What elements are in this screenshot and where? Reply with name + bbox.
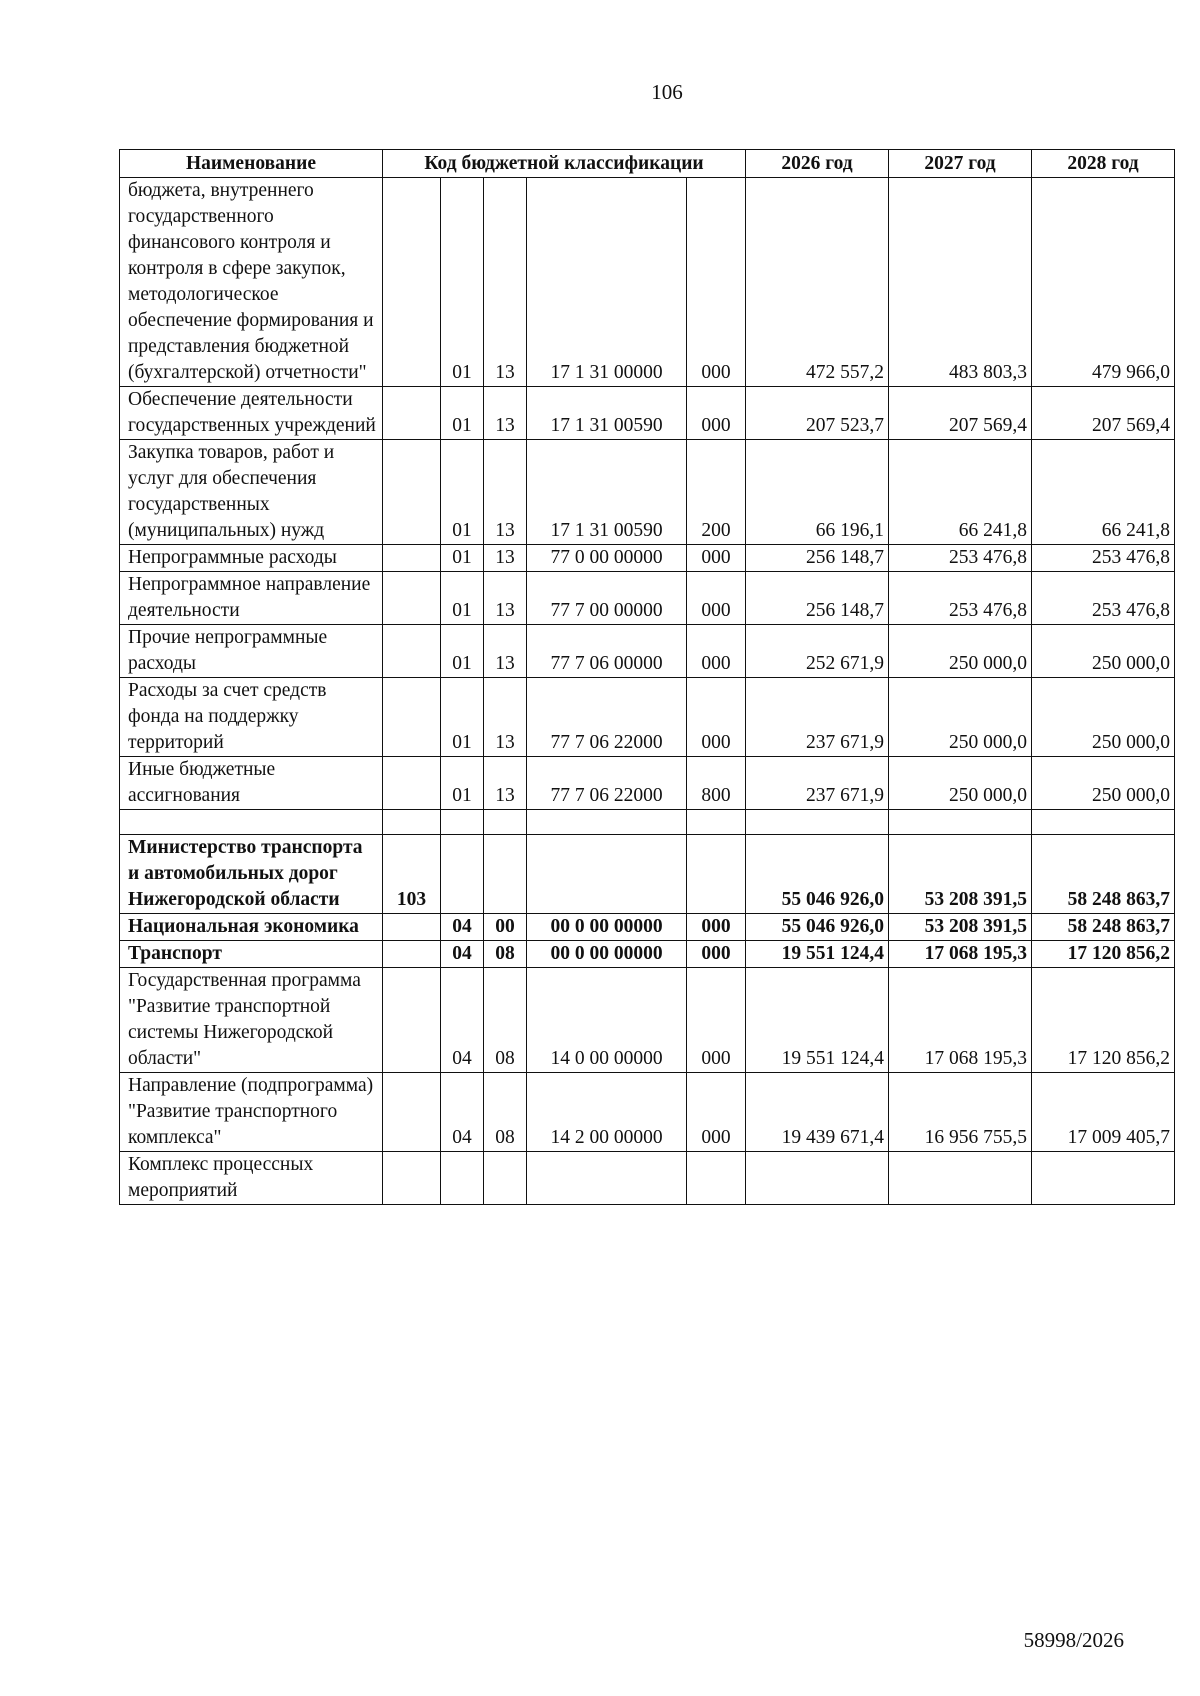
cell-2028: 17 120 856,2 <box>1032 968 1175 1073</box>
cell-2027: 253 476,8 <box>889 545 1032 572</box>
cell-subsection-code: 13 <box>484 387 527 440</box>
cell-2028: 253 476,8 <box>1032 572 1175 625</box>
cell-section-code <box>441 810 484 835</box>
cell-target-article <box>527 810 687 835</box>
cell-ministry-code <box>383 387 441 440</box>
cell-2026: 237 671,9 <box>746 757 889 810</box>
table-row <box>120 572 1175 625</box>
cell-ministry-code <box>383 625 441 678</box>
cell-name: Непрограммные расходы <box>120 545 383 572</box>
cell-section-code: 01 <box>441 757 484 810</box>
cell-subsection-code: 13 <box>484 440 527 545</box>
cell-2027: 17 068 195,3 <box>889 968 1032 1073</box>
cell-ministry-code <box>383 968 441 1073</box>
cell-name <box>120 810 383 835</box>
cell-ministry-code <box>383 914 441 941</box>
cell-target-article: 17 1 31 00590 <box>527 387 687 440</box>
cell-name: Обеспечение деятельности государственных учреждений <box>120 387 383 440</box>
cell-section-code: 01 <box>441 387 484 440</box>
cell-name: Прочие непрограммные расходы <box>120 625 383 678</box>
cell-target-article: 77 7 06 22000 <box>527 757 687 810</box>
cell-2027: 16 956 755,5 <box>889 1073 1032 1152</box>
cell-target-article: 17 1 31 00000 <box>527 178 687 387</box>
cell-name: Направление (подпрограмма) "Развитие транспортного комплекса" <box>120 1073 383 1152</box>
cell-2028: 66 241,8 <box>1032 440 1175 545</box>
cell-ministry-code <box>383 941 441 968</box>
cell-expense-type <box>687 1152 746 1205</box>
cell-2028: 250 000,0 <box>1032 625 1175 678</box>
cell-2028: 250 000,0 <box>1032 678 1175 757</box>
cell-2027: 250 000,0 <box>889 678 1032 757</box>
cell-subsection-code: 13 <box>484 572 527 625</box>
cell-name: Иные бюджетные ассигнования <box>120 757 383 810</box>
cell-2028: 58 248 863,7 <box>1032 914 1175 941</box>
cell-section-code: 01 <box>441 178 484 387</box>
cell-2026 <box>746 810 889 835</box>
cell-2026: 256 148,7 <box>746 545 889 572</box>
cell-2027: 250 000,0 <box>889 625 1032 678</box>
cell-ministry-code <box>383 678 441 757</box>
cell-2027 <box>889 1152 1032 1205</box>
cell-ministry-code <box>383 440 441 545</box>
cell-subsection-code: 13 <box>484 178 527 387</box>
cell-2026: 472 557,2 <box>746 178 889 387</box>
cell-expense-type: 000 <box>687 968 746 1073</box>
cell-section-code: 04 <box>441 941 484 968</box>
cell-section-code: 04 <box>441 1073 484 1152</box>
cell-2026: 19 551 124,4 <box>746 941 889 968</box>
table-row <box>120 625 1175 678</box>
cell-2026: 256 148,7 <box>746 572 889 625</box>
budget-table-container <box>119 149 1174 1205</box>
header-2028: 2028 год <box>1032 150 1175 178</box>
cell-subsection-code: 08 <box>484 968 527 1073</box>
cell-expense-type: 000 <box>687 678 746 757</box>
cell-subsection-code: 13 <box>484 545 527 572</box>
cell-2028 <box>1032 1152 1175 1205</box>
table-header <box>120 150 1175 178</box>
cell-expense-type: 800 <box>687 757 746 810</box>
page-number: 106 <box>651 80 683 104</box>
cell-name: Закупка товаров, работ и услуг для обеспечения государственных (муниципальных) нужд <box>120 440 383 545</box>
cell-name: Комплекс процессных мероприятий <box>120 1152 383 1205</box>
cell-2028: 58 248 863,7 <box>1032 835 1175 914</box>
cell-expense-type: 000 <box>687 387 746 440</box>
header-row <box>120 150 1175 178</box>
separator-row <box>120 810 1175 835</box>
budget-table <box>119 149 1175 1205</box>
table-row <box>120 387 1175 440</box>
cell-2028: 207 569,4 <box>1032 387 1175 440</box>
cell-2027: 483 803,3 <box>889 178 1032 387</box>
cell-2026: 66 196,1 <box>746 440 889 545</box>
cell-2026 <box>746 1152 889 1205</box>
cell-2027: 253 476,8 <box>889 572 1032 625</box>
cell-2026: 19 551 124,4 <box>746 968 889 1073</box>
cell-name: Министерство транспорта и автомобильных дорог Нижегородской области <box>120 835 383 914</box>
cell-2028: 17 009 405,7 <box>1032 1073 1175 1152</box>
cell-section-code: 01 <box>441 545 484 572</box>
cell-expense-type: 000 <box>687 545 746 572</box>
table-row <box>120 178 1175 387</box>
cell-name: Государственная программа "Развитие транспортной системы Нижегородской области" <box>120 968 383 1073</box>
cell-2028: 250 000,0 <box>1032 757 1175 810</box>
cell-ministry-code <box>383 810 441 835</box>
cell-section-code: 01 <box>441 625 484 678</box>
cell-2028 <box>1032 810 1175 835</box>
cell-expense-type: 000 <box>687 1073 746 1152</box>
cell-ministry-code <box>383 178 441 387</box>
cell-2027: 53 208 391,5 <box>889 914 1032 941</box>
table-row <box>120 835 1175 914</box>
cell-section-code: 01 <box>441 440 484 545</box>
cell-target-article: 17 1 31 00590 <box>527 440 687 545</box>
cell-target-article: 00 0 00 00000 <box>527 914 687 941</box>
cell-2027: 17 068 195,3 <box>889 941 1032 968</box>
cell-target-article <box>527 1152 687 1205</box>
cell-target-article: 77 7 06 00000 <box>527 625 687 678</box>
cell-ministry-code <box>383 1073 441 1152</box>
cell-expense-type: 000 <box>687 572 746 625</box>
table-row <box>120 914 1175 941</box>
cell-2027: 250 000,0 <box>889 757 1032 810</box>
cell-section-code: 04 <box>441 914 484 941</box>
cell-expense-type <box>687 810 746 835</box>
table-row <box>120 1073 1175 1152</box>
cell-target-article: 77 0 00 00000 <box>527 545 687 572</box>
cell-section-code: 04 <box>441 968 484 1073</box>
cell-subsection-code <box>484 810 527 835</box>
cell-ministry-code <box>383 545 441 572</box>
header-2026: 2026 год <box>746 150 889 178</box>
cell-ministry-code: 103 <box>383 835 441 914</box>
cell-subsection-code: 08 <box>484 1073 527 1152</box>
cell-2027: 207 569,4 <box>889 387 1032 440</box>
cell-subsection-code <box>484 1152 527 1205</box>
cell-ministry-code <box>383 572 441 625</box>
cell-2027 <box>889 810 1032 835</box>
cell-2026: 55 046 926,0 <box>746 835 889 914</box>
table-row <box>120 678 1175 757</box>
cell-expense-type: 000 <box>687 178 746 387</box>
header-2027: 2027 год <box>889 150 1032 178</box>
cell-2026: 237 671,9 <box>746 678 889 757</box>
header-code: Код бюджетной классификации <box>383 150 746 178</box>
cell-subsection-code: 13 <box>484 757 527 810</box>
cell-ministry-code <box>383 757 441 810</box>
cell-target-article: 77 7 00 00000 <box>527 572 687 625</box>
cell-target-article: 77 7 06 22000 <box>527 678 687 757</box>
cell-2028: 253 476,8 <box>1032 545 1175 572</box>
table-row <box>120 545 1175 572</box>
table-body <box>120 178 1175 1205</box>
document-id: 58998/2026 <box>1023 1628 1124 1652</box>
cell-target-article <box>527 835 687 914</box>
cell-2027: 66 241,8 <box>889 440 1032 545</box>
cell-expense-type: 000 <box>687 625 746 678</box>
cell-expense-type <box>687 835 746 914</box>
table-row <box>120 941 1175 968</box>
cell-ministry-code <box>383 1152 441 1205</box>
cell-name: Расходы за счет средств фонда на поддержку территорий <box>120 678 383 757</box>
cell-subsection-code: 08 <box>484 941 527 968</box>
cell-section-code: 01 <box>441 678 484 757</box>
cell-expense-type: 000 <box>687 914 746 941</box>
table-row <box>120 440 1175 545</box>
cell-name: Непрограммное направление деятельности <box>120 572 383 625</box>
header-name: Наименование <box>120 150 383 178</box>
cell-section-code <box>441 1152 484 1205</box>
cell-2026: 252 671,9 <box>746 625 889 678</box>
cell-subsection-code: 00 <box>484 914 527 941</box>
cell-subsection-code: 13 <box>484 678 527 757</box>
cell-2028: 17 120 856,2 <box>1032 941 1175 968</box>
cell-expense-type: 200 <box>687 440 746 545</box>
cell-subsection-code <box>484 835 527 914</box>
cell-2026: 55 046 926,0 <box>746 914 889 941</box>
cell-target-article: 14 0 00 00000 <box>527 968 687 1073</box>
cell-2026: 207 523,7 <box>746 387 889 440</box>
cell-2028: 479 966,0 <box>1032 178 1175 387</box>
cell-2026: 19 439 671,4 <box>746 1073 889 1152</box>
cell-section-code <box>441 835 484 914</box>
cell-expense-type: 000 <box>687 941 746 968</box>
cell-subsection-code: 13 <box>484 625 527 678</box>
table-row <box>120 757 1175 810</box>
cell-name: бюджета, внутреннего государственного финансового контроля и контроля в сфере закупок, методологическое обеспечение формирования и представления бюджетной (бухгалтерской) отчетности" <box>120 178 383 387</box>
cell-section-code: 01 <box>441 572 484 625</box>
cell-target-article: 14 2 00 00000 <box>527 1073 687 1152</box>
table-row <box>120 1152 1175 1205</box>
cell-name: Транспорт <box>120 941 383 968</box>
cell-2027: 53 208 391,5 <box>889 835 1032 914</box>
cell-target-article: 00 0 00 00000 <box>527 941 687 968</box>
table-row <box>120 968 1175 1073</box>
cell-name: Национальная экономика <box>120 914 383 941</box>
